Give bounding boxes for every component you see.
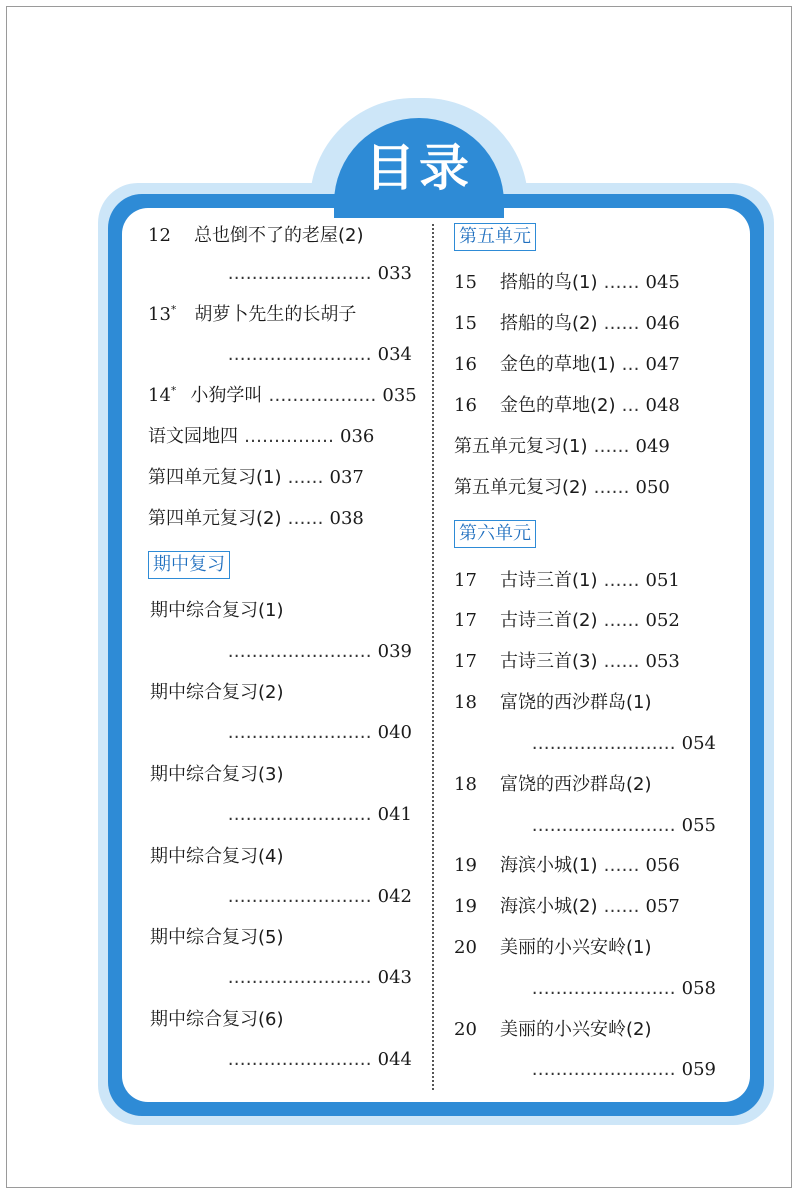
lesson-number: 20 <box>454 1019 477 1040</box>
page-number: 040 <box>377 722 412 743</box>
page-number: 034 <box>377 344 412 365</box>
column-divider <box>432 224 434 1090</box>
page-number: 035 <box>382 385 417 406</box>
toc-leader[interactable] <box>190 718 412 748</box>
lesson-title: 富饶的西沙群岛(1) <box>500 692 652 713</box>
leader-dots: …………………… <box>227 804 372 825</box>
lesson-title: 第四单元复习(2) <box>148 508 282 529</box>
lesson-number: 16 <box>454 354 477 375</box>
toc-entry[interactable] <box>150 760 284 790</box>
leader-dots: ……………… <box>268 385 377 406</box>
lesson-number: 13 <box>148 304 171 325</box>
leader-dots: …… <box>603 651 640 672</box>
toc-entry[interactable] <box>454 391 680 421</box>
toc-entry[interactable] <box>454 1015 652 1045</box>
lesson-number: 19 <box>454 855 477 876</box>
leader-dots: …… <box>603 313 640 334</box>
lesson-title: 期中综合复习(3) <box>150 764 284 785</box>
leader-dots: …… <box>603 570 640 591</box>
toc-entry[interactable] <box>454 606 680 636</box>
page-number: 041 <box>377 804 412 825</box>
lesson-number: 20 <box>454 937 477 958</box>
lesson-number: 18 <box>454 774 477 795</box>
page-number: 048 <box>645 395 680 416</box>
page-number: 038 <box>329 508 364 529</box>
toc-leader[interactable] <box>190 637 412 667</box>
toc-entry[interactable] <box>454 350 680 380</box>
page-number: 053 <box>645 651 680 672</box>
lesson-title: 期中综合复习(2) <box>150 682 284 703</box>
lesson-title: 期中综合复习(1) <box>150 600 284 621</box>
leader-dots: … <box>621 354 640 375</box>
lesson-title: 第四单元复习(1) <box>148 467 282 488</box>
toc-entry[interactable] <box>148 221 364 251</box>
page-number: 046 <box>645 313 680 334</box>
toc-entry[interactable] <box>148 381 417 411</box>
toc-leader[interactable] <box>190 340 412 370</box>
page-number: 058 <box>681 978 716 999</box>
lesson-title: 海滨小城(2) <box>500 896 598 917</box>
toc-entry[interactable] <box>150 678 284 708</box>
leader-dots: … <box>621 395 640 416</box>
page-number: 052 <box>645 610 680 631</box>
lesson-title: 小狗学叫 <box>190 385 263 406</box>
optional-mark: * <box>170 384 177 397</box>
leader-dots: …………………… <box>227 886 372 907</box>
page-number: 039 <box>377 641 412 662</box>
lesson-title: 金色的草地(2) <box>500 395 616 416</box>
toc-entry[interactable] <box>148 463 364 493</box>
leader-dots: …………………… <box>227 263 372 284</box>
toc-entry[interactable] <box>454 647 680 677</box>
page-number: 033 <box>377 263 412 284</box>
toc-leader[interactable] <box>190 882 412 912</box>
lesson-title: 富饶的西沙群岛(2) <box>500 774 652 795</box>
leader-dots: …………………… <box>227 1049 372 1070</box>
lesson-title: 胡萝卜先生的长胡子 <box>194 304 357 325</box>
toc-leader[interactable] <box>190 259 412 289</box>
lesson-title: 美丽的小兴安岭(1) <box>500 937 652 958</box>
section-header-midterm: 期中复习 <box>148 551 230 579</box>
lesson-title: 语文园地四 <box>148 426 238 447</box>
page-number: 043 <box>377 967 412 988</box>
page-number: 042 <box>377 886 412 907</box>
toc-leader[interactable] <box>190 800 412 830</box>
leader-dots: …… <box>603 272 640 293</box>
toc-entry[interactable] <box>150 923 284 953</box>
toc-leader[interactable] <box>496 811 716 841</box>
lesson-number: 15 <box>454 272 477 293</box>
page-number: 054 <box>681 733 716 754</box>
page-number: 047 <box>645 354 680 375</box>
toc-entry[interactable] <box>454 566 680 596</box>
leader-dots: …………………… <box>531 815 676 836</box>
toc-leader[interactable] <box>190 963 412 993</box>
toc-leader[interactable] <box>496 974 716 1004</box>
leader-dots: …… <box>603 610 640 631</box>
leader-dots: …………… <box>244 426 334 447</box>
toc-entry[interactable] <box>454 851 680 881</box>
section-header-unit5: 第五单元 <box>454 223 536 251</box>
page-number: 056 <box>645 855 680 876</box>
toc-leader[interactable] <box>190 1045 412 1075</box>
toc-entry[interactable] <box>454 688 652 718</box>
leader-dots: …………………… <box>531 1059 676 1080</box>
lesson-number: 17 <box>454 651 477 672</box>
toc-entry[interactable] <box>454 892 680 922</box>
lesson-title: 美丽的小兴安岭(2) <box>500 1019 652 1040</box>
leader-dots: …… <box>287 508 324 529</box>
toc-entry[interactable] <box>148 422 374 452</box>
lesson-title: 古诗三首(3) <box>500 651 598 672</box>
lesson-number: 14 <box>148 385 171 406</box>
leader-dots: …………………… <box>227 344 372 365</box>
leader-dots: …………………… <box>227 967 372 988</box>
lesson-title: 期中综合复习(5) <box>150 927 284 948</box>
leader-dots: …… <box>593 436 630 457</box>
page-number: 051 <box>645 570 680 591</box>
toc-entry[interactable] <box>454 268 680 298</box>
toc-entry[interactable] <box>150 842 284 872</box>
toc-entry[interactable] <box>148 300 356 330</box>
lesson-number: 12 <box>148 225 171 246</box>
page-number: 055 <box>681 815 716 836</box>
leader-dots: …… <box>593 477 630 498</box>
leader-dots: …………………… <box>227 641 372 662</box>
page-number: 049 <box>635 436 670 457</box>
page-number: 045 <box>645 272 680 293</box>
lesson-title: 古诗三首(2) <box>500 610 598 631</box>
toc-entry[interactable] <box>150 1005 284 1035</box>
lesson-title: 期中综合复习(4) <box>150 846 284 867</box>
toc-leader[interactable] <box>496 729 716 759</box>
toc-entry[interactable] <box>454 933 652 963</box>
lesson-title: 总也倒不了的老屋(2) <box>194 225 364 246</box>
page-number: 044 <box>377 1049 412 1070</box>
leader-dots: …… <box>287 467 324 488</box>
page-number: 059 <box>681 1059 716 1080</box>
leader-dots: …… <box>603 855 640 876</box>
section-header-unit6: 第六单元 <box>454 520 536 548</box>
leader-dots: …………………… <box>227 722 372 743</box>
lesson-number: 15 <box>454 313 477 334</box>
toc-entry[interactable] <box>454 473 670 503</box>
page-number: 057 <box>645 896 680 917</box>
toc-entry[interactable] <box>454 770 652 800</box>
optional-mark: * <box>170 303 177 316</box>
lesson-title: 期中综合复习(6) <box>150 1009 284 1030</box>
toc-entry[interactable] <box>150 596 284 626</box>
lesson-title: 海滨小城(1) <box>500 855 598 876</box>
lesson-title: 古诗三首(1) <box>500 570 598 591</box>
lesson-number: 19 <box>454 896 477 917</box>
page-number: 037 <box>329 467 364 488</box>
page-number: 050 <box>635 477 670 498</box>
lesson-title: 金色的草地(1) <box>500 354 616 375</box>
leader-dots: …… <box>603 896 640 917</box>
lesson-title: 第五单元复习(2) <box>454 477 588 498</box>
toc-leader[interactable] <box>496 1055 716 1085</box>
lesson-number: 16 <box>454 395 477 416</box>
lesson-title: 搭船的鸟(1) <box>500 272 598 293</box>
lesson-title: 搭船的鸟(2) <box>500 313 598 334</box>
lesson-number: 17 <box>454 570 477 591</box>
page-title: 目录 <box>365 139 473 197</box>
toc-entry[interactable] <box>148 504 364 534</box>
lesson-title: 第五单元复习(1) <box>454 436 588 457</box>
lesson-number: 17 <box>454 610 477 631</box>
leader-dots: …………………… <box>531 733 676 754</box>
page-number: 036 <box>340 426 375 447</box>
lesson-number: 18 <box>454 692 477 713</box>
leader-dots: …………………… <box>531 978 676 999</box>
toc-entry[interactable] <box>454 432 670 462</box>
toc-entry[interactable] <box>454 309 680 339</box>
